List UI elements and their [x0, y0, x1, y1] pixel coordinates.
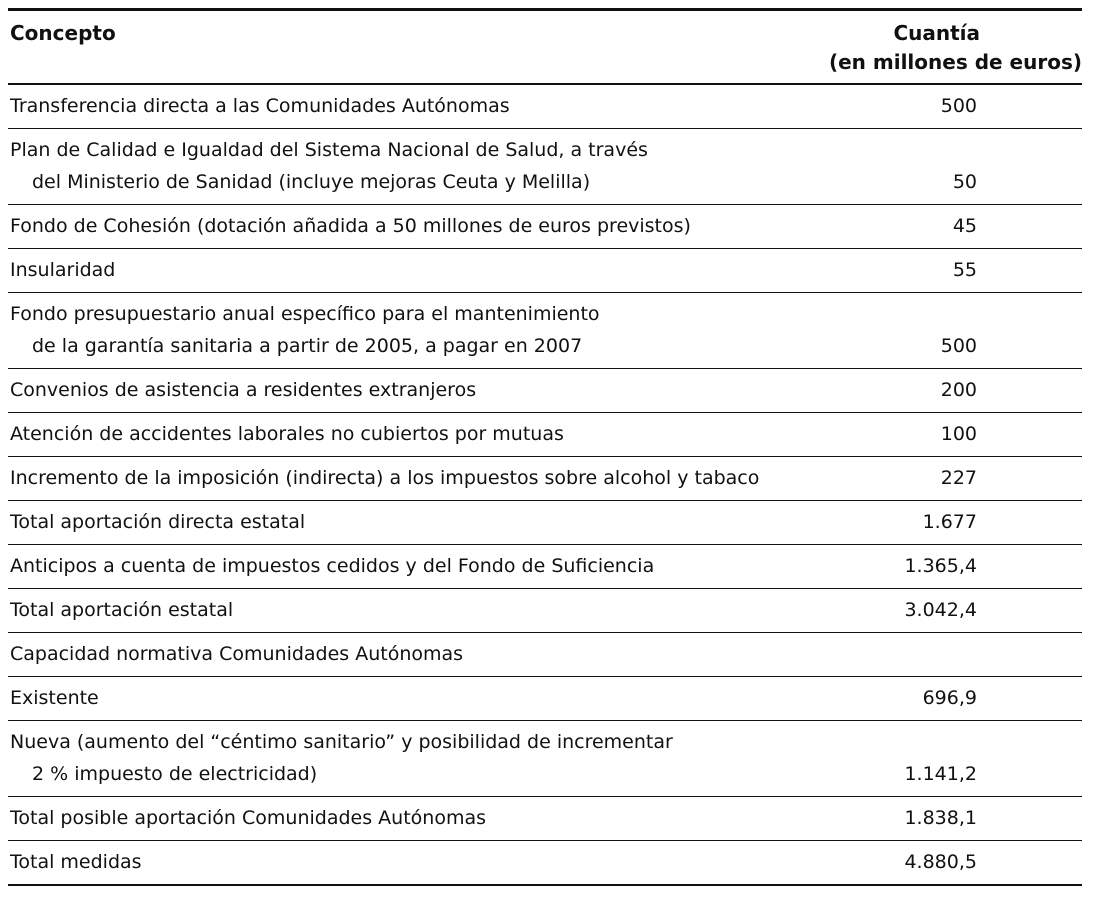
concept-line: Atención de accidentes laborales no cubiertos por mutuas: [10, 423, 564, 445]
row-amount: 696,9: [922, 687, 977, 709]
row-concept: [8, 84, 798, 129]
header-amount-unit: (en millones de euros): [828, 50, 1082, 74]
row-amount: 50: [952, 171, 977, 193]
concept-line: Incremento de la imposición (indirecta) a los impuestos sobre alcohol y tabaco: [10, 467, 760, 489]
concept-line: Anticipos a cuenta de impuestos cedidos y del Fondo de Suficiencia: [10, 555, 655, 577]
concept-continuation-line: 2 % impuesto de electricidad): [32, 763, 318, 785]
table-row: [8, 545, 1082, 589]
table-row: [8, 129, 1082, 205]
concept-line: Transferencia directa a las Comunidades Autónomas: [10, 95, 510, 117]
row-amount: [798, 633, 1082, 677]
concept-line: Fondo de Cohesión (dotación añadida a 50 millones de euros previstos): [10, 215, 691, 237]
table-row: [8, 677, 1082, 721]
table-row: [8, 293, 1082, 369]
table-row: [8, 589, 1082, 633]
row-amount: 500: [940, 95, 977, 117]
row-concept: [8, 413, 798, 457]
row-amount: 45: [952, 215, 977, 237]
concept-line: Existente: [10, 687, 99, 709]
table-row: [8, 501, 1082, 545]
row-concept: [8, 721, 798, 797]
table-header-row: [8, 10, 1082, 85]
table-row: [8, 84, 1082, 129]
table-row: [8, 249, 1082, 293]
row-amount: 4.880,5: [904, 851, 977, 873]
row-amount: 200: [940, 379, 977, 401]
concept-line: Insularidad: [10, 259, 116, 281]
row-concept: [8, 205, 798, 249]
concept-line: Convenios de asistencia a residentes extranjeros: [10, 379, 477, 401]
concept-line: Fondo presupuestario anual específico para el mantenimiento: [10, 303, 600, 325]
table-row: [8, 721, 1082, 797]
row-concept: [8, 129, 798, 205]
concept-line: Total aportación estatal: [10, 599, 234, 621]
concept-continuation-line: de la garantía sanitaria a partir de 2005, a pagar en 2007: [32, 335, 583, 357]
row-amount: 3.042,4: [904, 599, 977, 621]
table-row: [8, 413, 1082, 457]
row-concept: [8, 501, 798, 545]
table-row: [8, 205, 1082, 249]
row-amount: 1.838,1: [904, 807, 977, 829]
concept-line: Total posible aportación Comunidades Autónomas: [10, 807, 486, 829]
row-concept: [8, 545, 798, 589]
row-concept: [8, 677, 798, 721]
row-concept: [8, 589, 798, 633]
table-row: [8, 633, 1082, 677]
row-concept: [8, 369, 798, 413]
table-row: [8, 369, 1082, 413]
concept-line: Plan de Calidad e Igualdad del Sistema Nacional de Salud, a través: [10, 139, 648, 161]
row-concept: [8, 797, 798, 841]
header-concept: Concepto: [10, 21, 116, 45]
concept-line: Capacidad normativa Comunidades Autónomas: [10, 643, 464, 665]
header-amount: [798, 10, 1082, 85]
row-amount: 227: [940, 467, 977, 489]
row-concept: [8, 249, 798, 293]
table-row: [8, 841, 1082, 886]
concept-line: Total medidas: [10, 851, 142, 873]
measures-table: [8, 8, 1082, 886]
table-row: [8, 797, 1082, 841]
row-amount: 1.141,2: [904, 763, 977, 785]
table-row: [8, 457, 1082, 501]
row-concept: [8, 633, 798, 677]
row-concept: [8, 293, 798, 369]
row-amount: 55: [952, 259, 977, 281]
concept-line: Total aportación directa estatal: [10, 511, 306, 533]
concept-continuation-line: del Ministerio de Sanidad (incluye mejoras Ceuta y Melilla): [32, 171, 591, 193]
row-amount: 1.677: [922, 511, 977, 533]
row-concept: [8, 841, 798, 886]
row-concept: [8, 457, 798, 501]
row-amount: 500: [940, 335, 977, 357]
table-body: [8, 84, 1082, 885]
row-amount: 1.365,4: [904, 555, 977, 577]
concept-line: Nueva (aumento del “céntimo sanitario” y posibilidad de incrementar: [10, 731, 673, 753]
row-amount: 100: [940, 423, 977, 445]
header-amount-title: Cuantía: [893, 21, 980, 45]
